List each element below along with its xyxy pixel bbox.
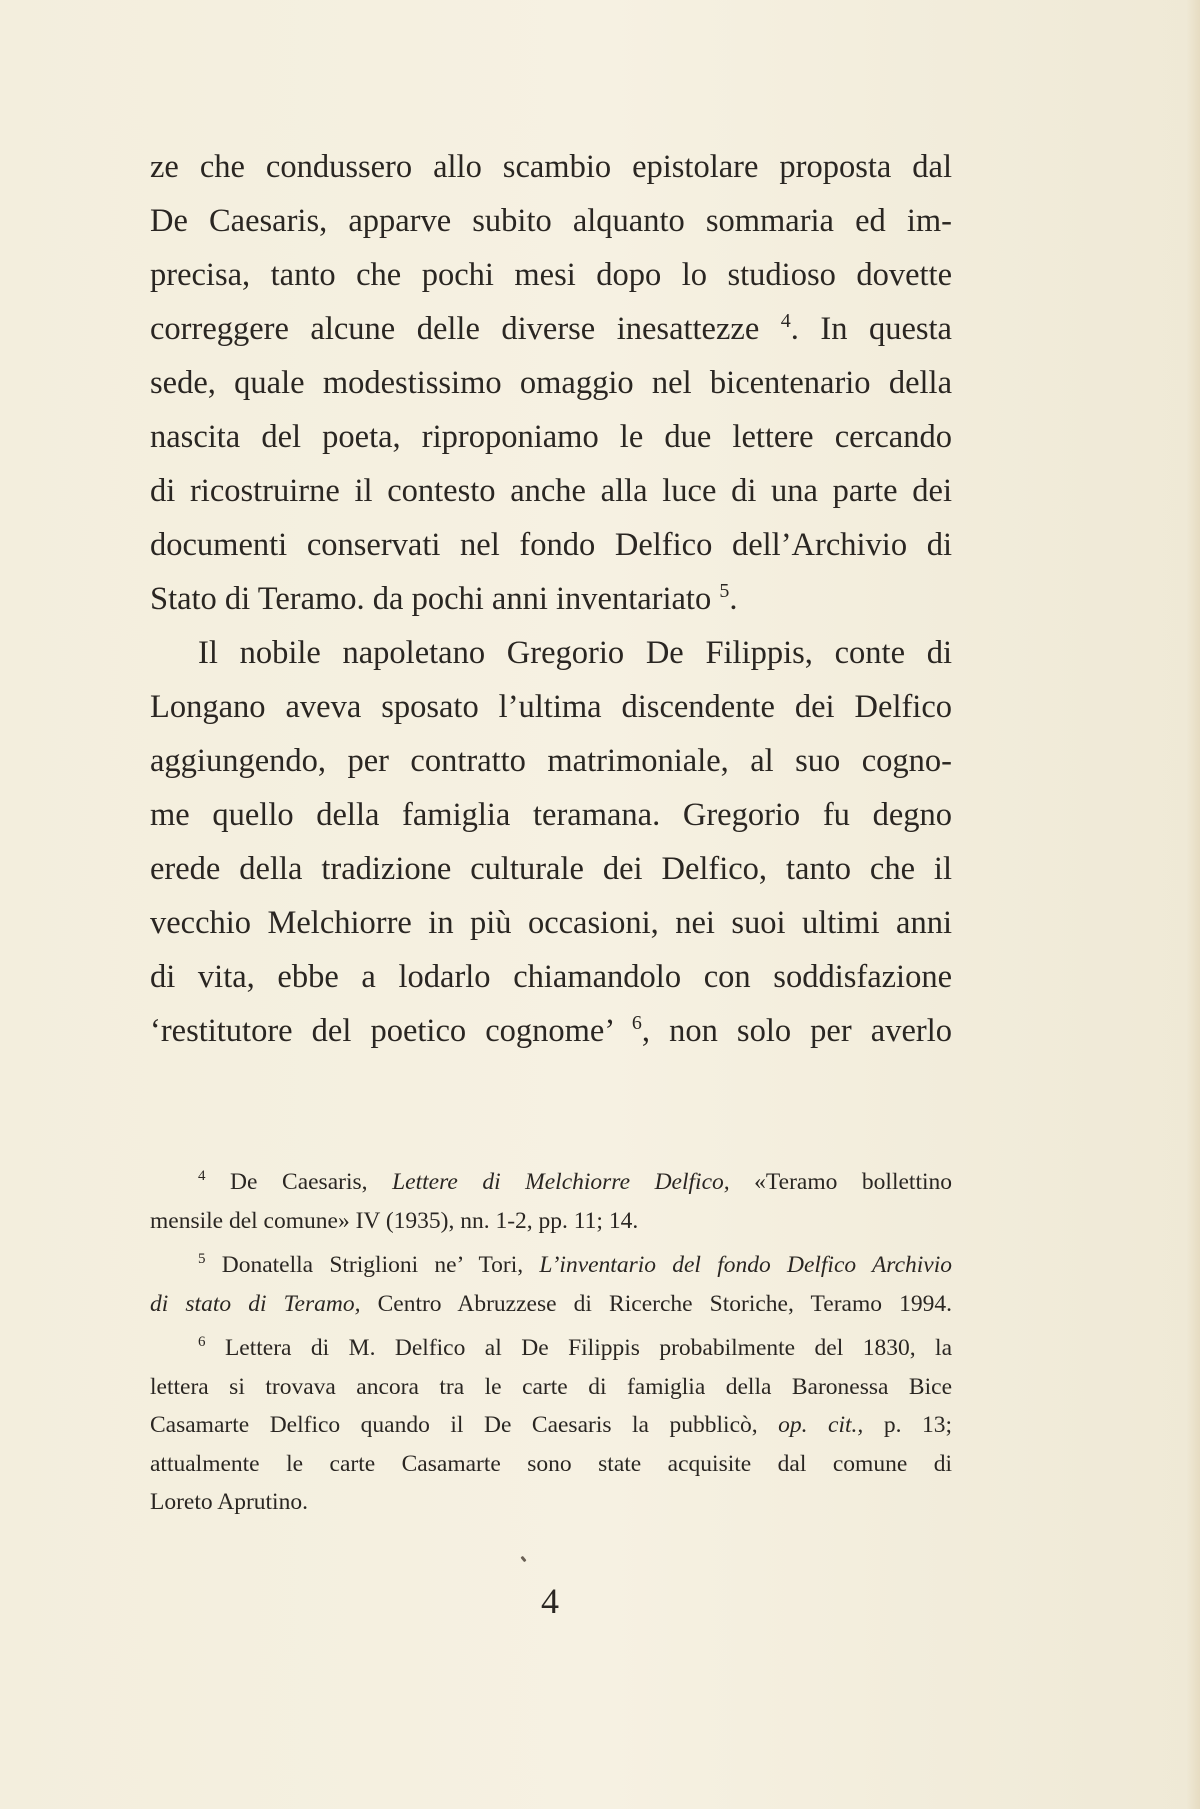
footnote-mark: 4 — [198, 1168, 206, 1184]
body-line — [150, 302, 952, 356]
footnote-text: Donatella Striglioni ne’ Tori, — [205, 1252, 540, 1278]
footnote-line — [150, 1246, 952, 1285]
body-text-segment: . In questa — [790, 311, 952, 347]
body-line: ze che condussero allo scambio epistolare proposta dal — [150, 149, 952, 185]
footnote-text: p. 13; — [863, 1412, 952, 1438]
body-line: nascita del poeta, riproponiamo le due lettere cercando — [150, 419, 952, 455]
footnote-line: mensile del comune» IV (1935), nn. 1-2, pp. 11; 14. — [150, 1207, 639, 1234]
footnote-mark: 5 — [198, 1251, 206, 1267]
body-line: precisa, tanto che pochi mesi dopo lo studioso dovette — [150, 257, 952, 293]
footnote-5 — [150, 1246, 952, 1323]
ink-speck — [520, 1556, 526, 1563]
body-text-segment: correggere alcune delle diverse inesattezze — [150, 311, 781, 347]
body-line: me quello della famiglia teramana. Gregorio fu degno — [150, 797, 952, 833]
footnote-line — [150, 1406, 952, 1445]
footnote-mark: 6 — [198, 1334, 206, 1350]
body-line: di ricostruirne il contesto anche alla luce di una parte dei — [150, 473, 952, 509]
footnote-text: «Teramo bollettino — [729, 1169, 953, 1195]
body-line — [150, 572, 952, 626]
body-text-segment: . — [729, 581, 738, 617]
footnote-text: Centro Abruzzese di Ricerche Storiche, Teramo 1994. — [360, 1290, 952, 1317]
footnote-text: Casamarte Delfico quando il De Caesaris la pubblicò, — [150, 1412, 779, 1438]
footnote-title: L’inventario del fondo Delfico Archivio — [539, 1252, 953, 1278]
footnote-ref-6: 6 — [631, 1012, 642, 1034]
footnote-line — [150, 1163, 952, 1202]
footnotes — [150, 1163, 952, 1522]
footnote-title: di stato di Teramo, — [150, 1290, 361, 1317]
footnote-4 — [150, 1163, 952, 1240]
footnote-citation: op. cit., — [778, 1412, 864, 1438]
body-line: De Caesaris, apparve subito alquanto sommaria ed im- — [150, 203, 952, 239]
footnote-6 — [150, 1329, 952, 1522]
footnote-line: Loreto Aprutino. — [150, 1489, 308, 1515]
body-line: vecchio Melchiorre in più occasioni, nei suoi ultimi anni — [150, 905, 952, 941]
footnote-ref-5: 5 — [719, 580, 730, 602]
footnote-line — [150, 1329, 952, 1368]
footnote-line: lettera si trovava ancora tra le carte di famiglia della Baronessa Bice — [150, 1373, 952, 1400]
body-line: documenti conservati nel fondo Delfico dell’Archivio di — [150, 527, 952, 563]
footnote-text: Lettera di M. Delfico al De Filippis probabilmente del 1830, la — [205, 1335, 952, 1361]
body-line: Longano aveva sposato l’ultima discendente dei Delfico — [150, 689, 952, 725]
body-line: erede della tradizione culturale dei Delfico, tanto che il — [150, 851, 952, 887]
page-number: 4 — [541, 1581, 559, 1621]
body-text — [150, 140, 952, 1058]
body-line: Il nobile napoletano Gregorio De Filippis, conte di — [198, 635, 952, 671]
footnote-text: De Caesaris, — [205, 1169, 393, 1195]
body-text-segment: ‘restitutore del poetico cognome’ — [150, 1013, 632, 1049]
body-text-segment: , non solo per averlo — [641, 1013, 952, 1049]
body-line: aggiungendo, per contratto matrimoniale, al suo cogno- — [150, 743, 952, 779]
body-line — [150, 1004, 952, 1058]
footnote-line: attualmente le carte Casamarte sono state acquisite dal comune di — [150, 1450, 952, 1477]
footnote-title: Lettere di Melchiorre Delfico, — [392, 1169, 730, 1195]
footnote-line — [150, 1285, 952, 1324]
body-line: sede, quale modestissimo omaggio nel bicentenario della — [150, 365, 952, 401]
page-edge-shadow — [1186, 0, 1200, 1809]
footnote-ref-4: 4 — [780, 310, 791, 332]
body-text-segment: Stato di Teramo. da pochi anni inventariato — [150, 581, 720, 617]
body-line: di vita, ebbe a lodarlo chiamandolo con soddisfazione — [150, 959, 952, 995]
